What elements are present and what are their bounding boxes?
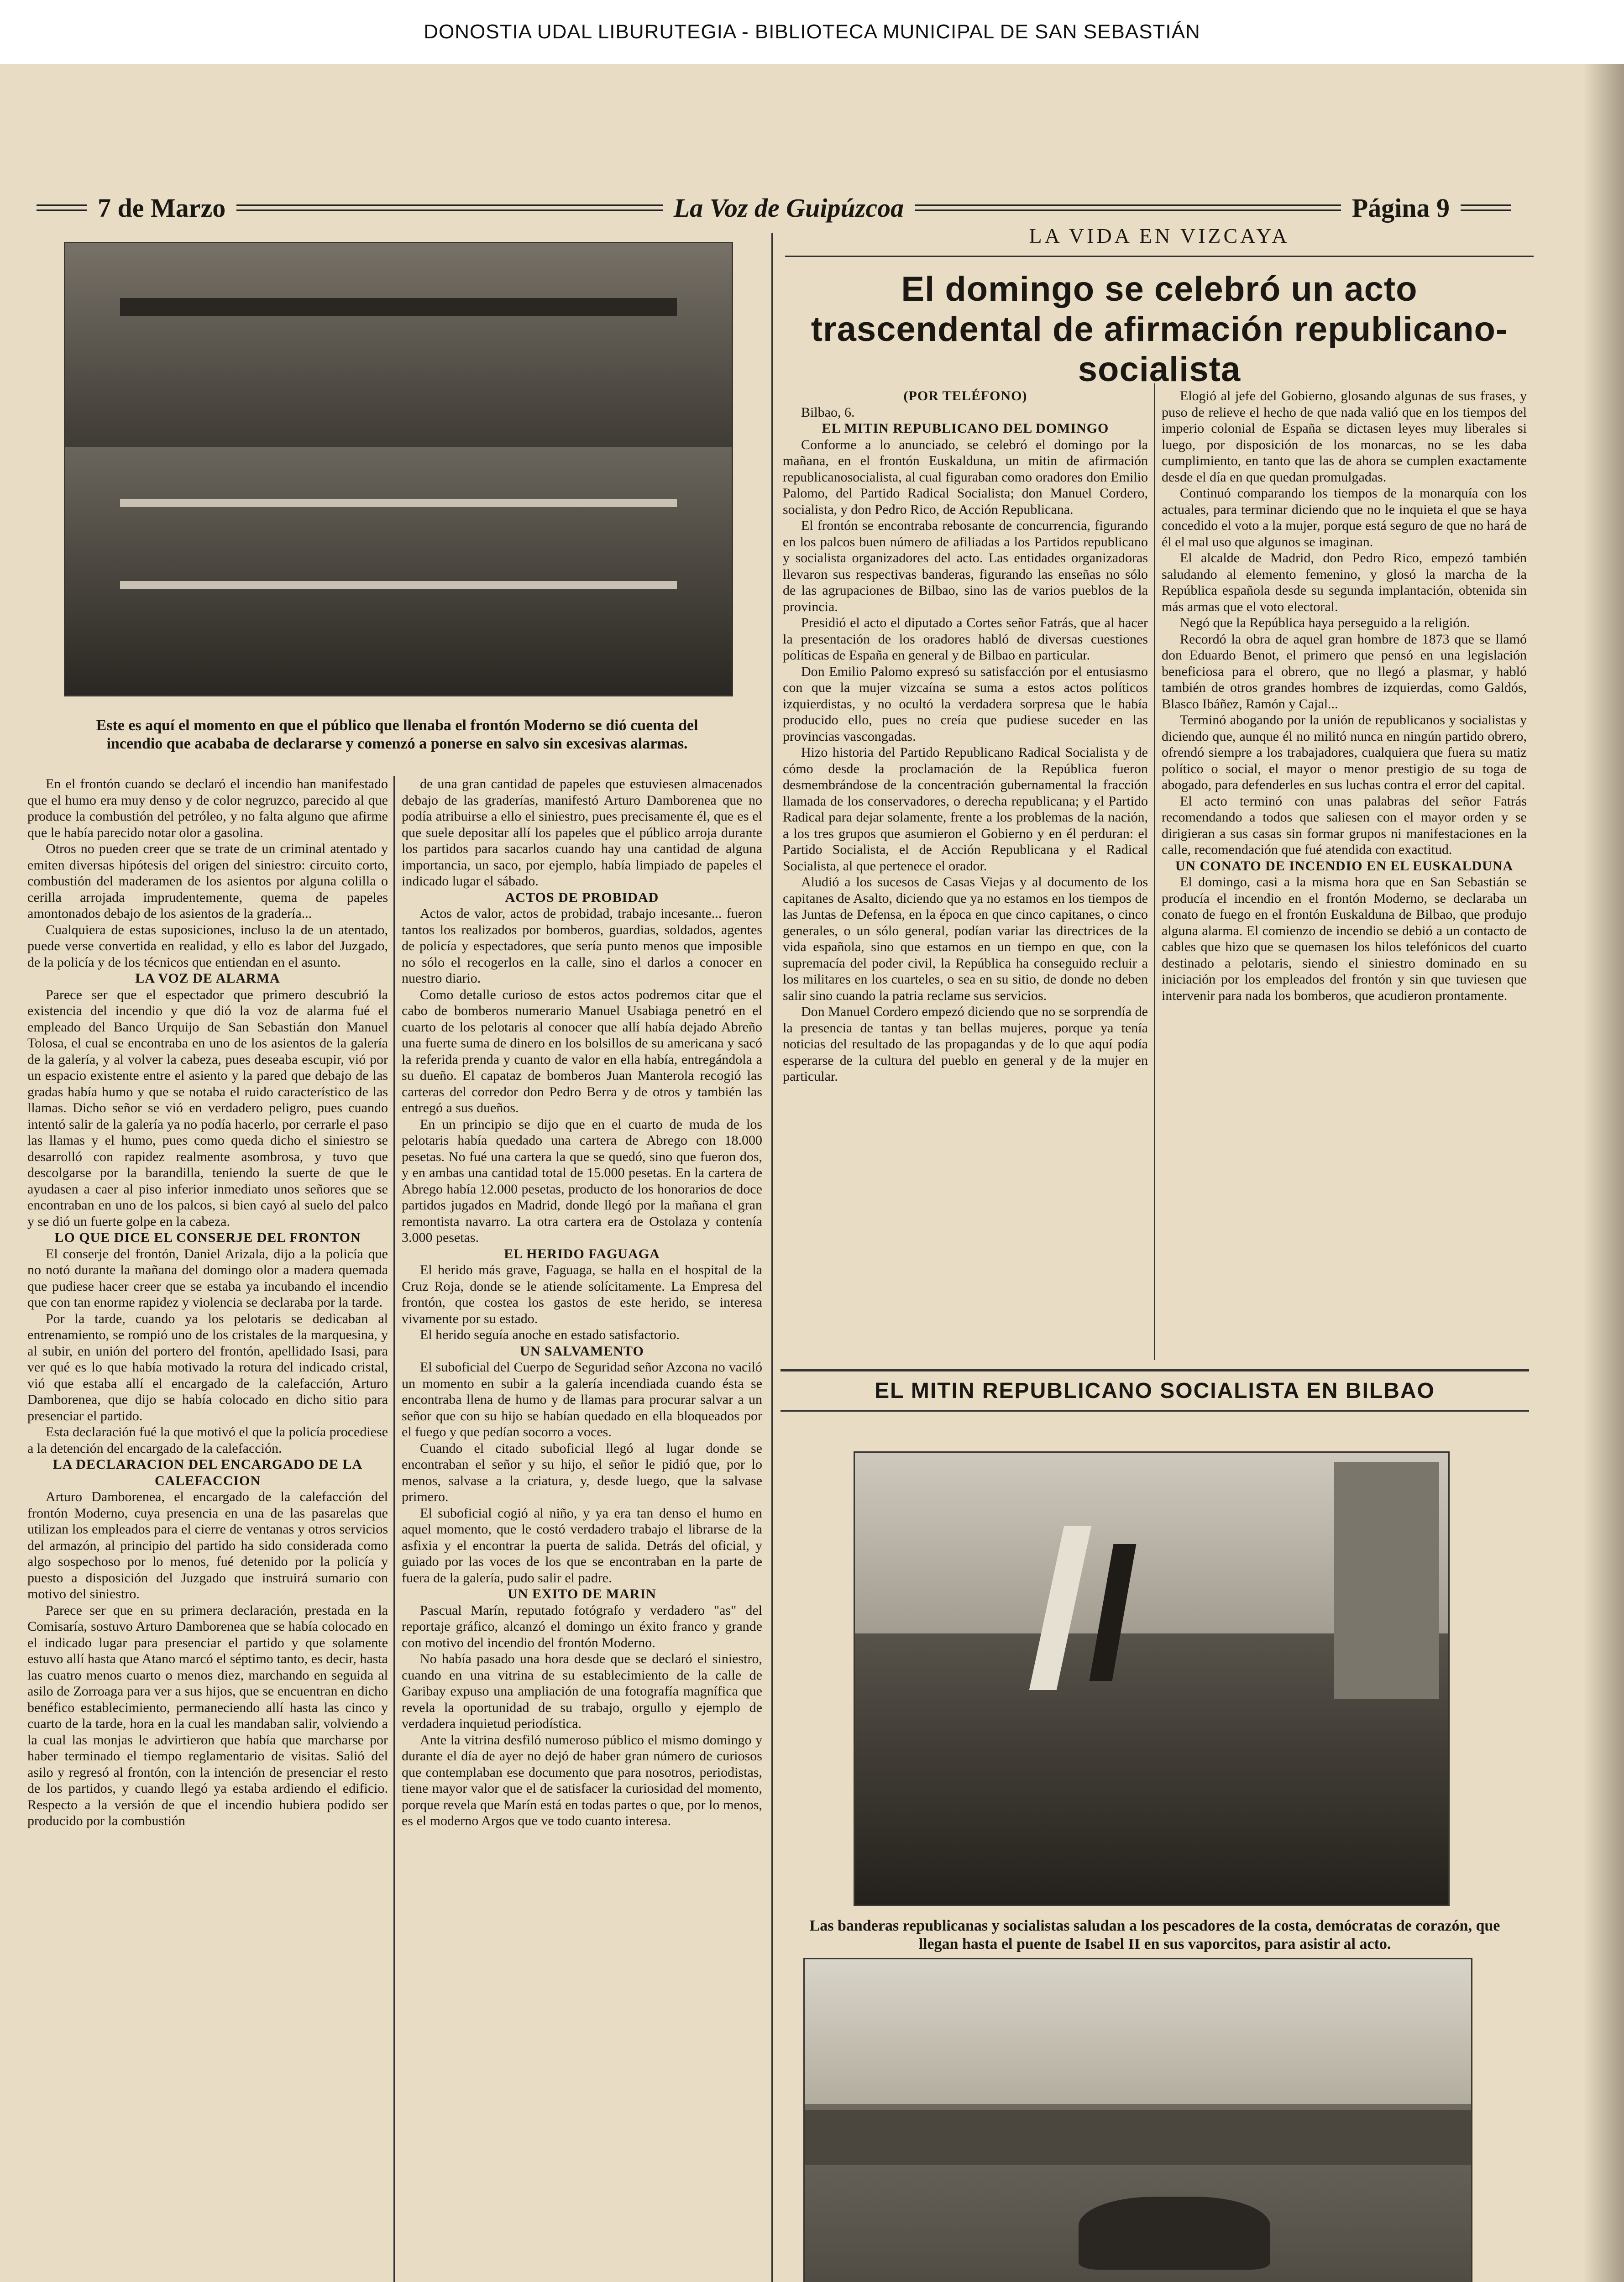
article-paragraph: Elogió al jefe del Gobierno, glosando algunas de sus frases, y puso de relieve el hecho de que nada valió que en los tiempos del imperio colonial de España se dictasen leyes muy liberales si luego, por disposición de los monarcas, no se les daba cumplimiento, en tanto que las de ahora se cumplen exactamente desde el día en que quedan promulgadas. [1162,388,1527,485]
article-paragraph: El acto terminó con unas palabras del señor Fatrás recomendando a todos que saliesen con el mayor orden y se dirigieran a sus casas sin formar grupos ni manifestaciones en la calle, recomendación que fué atendida con exactitud. [1162,793,1527,857]
photo-section-rule-bottom [781,1410,1529,1412]
article-paragraph: Conforme a lo anunciado, se celebró el domingo por la mañana, en el frontón Euskalduna, un mitin de afirmación republicanosocialista, al cual figuraban como oradores don Emilio Palomo, del Partido Radical Socialista; don Manuel Cordero, socialista, y don Pedro Rico, de Acción Republicana. [783,437,1148,517]
main-headline: El domingo se celebró un acto trascendental de afirmación republicano-socialista [811,270,1508,389]
header-page-number: Página 9 [1352,193,1450,223]
article-subheading: UN EXITO DE MARIN [508,1586,656,1602]
article-paragraph: Terminó abogando por la unión de republicanos y socialistas y diciendo que, aunque él no militó nunca en ningún partido obrero, ofrendó siempre a los trabajadores, cualquiera que fuera su matiz político o social, el mayor o menor prestigio de su toga de abogado, para defenderles en sus luchas contra el error del capital. [1162,712,1527,792]
article-paragraph: Cualquiera de estas suposiciones, incluso la de un atentado, puede verse convertida en realidad, y ello es labor del Juzgado, de la policía y de los técnicos que entiendan en el asunto. [27,922,388,970]
article-subheading: LA VOZ DE ALARMA [135,971,280,986]
article-paragraph: Por la tarde, cuando ya los pelotaris se dedicaban al entrenamiento, se rompió uno de los cristales de la marquesina, y al subir, en unión del portero del frontón, apellidado Isasi, para ver qué es lo que había motivado la rotura del indicado cristal, vió que estaba allí el encargado de la calefacción, Arturo Damborenea, que dijo se había colocado en dicho sitio para presenciar el partido. [27,1311,388,1424]
article-subheading: UN CONATO DE INCENDIO EN EL EUSKALDUNA [1175,858,1514,874]
article-paragraph: Aludió a los sucesos de Casas Viejas y al documento de los capitanes de Asalto, diciendo que ya no estamos en los tiempos de las Juntas de Defensa, en la época en que cinco capitanes, o cinco generales, o un sólo general, podían variar las directrices de la vida española, sino que estamos en un tiempo en que, con la supremacía del poder civil, la República ha conseguido recluir a los militares en los cuarteles, o sea en su sitio, de donde no deben salir sino cuando la patria reclame sus servicios. [783,874,1148,1003]
article-subheading: LO QUE DICE EL CONSERJE DEL FRONTON [54,1230,361,1245]
article-column-3 [783,388,1148,1365]
photo-flags-bridge [854,1451,1450,1906]
article-paragraph: Pascual Marín, reputado fotógrafo y verdadero "as" del reportaje gráfico, alcanzó el domingo un éxito franco y grande con motivo del incendio del frontón Moderno. [402,1602,762,1650]
article-paragraph: El frontón se encontraba rebosante de concurrencia, figurando en los palcos buen número de afiliadas a los Partidos republicano y socialista organizadores del acto. Las entidades organizadoras llevaron sus respectivas banderas, figurando las enseñas no sólo de las agrupaciones de Bilbao, sino las de varios pueblos de la provincia. [783,518,1148,614]
article-paragraph: Bilbao, 6. [801,404,855,420]
article-paragraph: Parece ser que el espectador que primero descubrió la existencia del incendio y que dió la voz de alarma fué el empleado del Banco Urquijo de San Sebastián don Manuel Tolosa, el cual se encontraba en uno de los asientos de la galería de la galería, y al volver la cabeza, pues deseaba escupir, vió por un espacio existente entre el asiento y la pared que debajo de las gradas había humo y que se notaba el ruido característico de las llamas. Dicho señor se vió en verdadero peligro, pues cuando intentó salir de la galería ya no podía hacerlo, por cerrarle el paso las llamas y el humo, pues como queda dicho el siniestro se desarrolló con rapidez realmente asombrosa, y tuvo que descolgarse por la barandilla, teniendo la suerte de que le ayudasen a caer al piso inferior inmediato unos señores que se encontraban en uno de los palcos, si bien cayó al suelo del palco y se dió un fuerte golpe en la cabeza. [27,987,388,1229]
article-paragraph: Don Manuel Cordero empezó diciendo que no se sorprendía de la presencia de tantas y tan bellas mujeres, porque ya tenía noticias del resultado de las propagandas y de lo que aquí podía esperarse de la cultura del pueblo en general y de la mujer en particular. [783,1004,1148,1084]
header-date: 7 de Marzo [98,193,226,223]
article-paragraph: Don Emilio Palomo expresó su satisfacción por el entusiasmo con que la mujer vizcaína se suma a estos actos políticos izquierdistas, y no ocultó la verdadera sorpresa que le había producido ello, pues no creía que pudiese suceder en las provincias vascongadas. [783,664,1148,744]
article-subheading: EL MITIN REPUBLICANO DEL DOMINGO [822,421,1109,436]
article-subheading: (POR TELÉFONO) [903,388,1027,403]
article-paragraph: Actos de valor, actos de probidad, trabajo incesante... fueron tantos los realizados por bomberos, guardias, soldados, agentes de policía y espectadores, que sería punto menos que imposible no sólo el recogerlos en la calle, sino el darlos a conocer en nuestro diario. [402,906,762,986]
column-rule [393,776,395,2282]
article-paragraph: Continuó comparando los tiempos de la monarquía con los actuales, para terminar diciendo que no le inquieta el que se haya concedido el voto a la mujer, porque está seguro de que no hará de él el mal uso que algunos se imaginan. [1162,486,1527,550]
article-paragraph: Otros no pueden creer que se trate de un criminal atentado y emiten diversas hipótesis del origen del siniestro: circuito corto, combustión del maderamen de los asientos por alguna colilla o cerilla arrojada imprudentemente, quema de papeles amontonados debajo de los asientos de la gradería... [27,841,388,921]
article-paragraph: Parece ser que en su primera declaración, prestada en la Comisaría, sostuvo Arturo Damborenea que se había colocado en el indicado lugar para presenciar el partido y que solamente estuvo allí hasta que Atano marcó el séptimo tanto, es decir, hasta las cuatro menos cuarto o menos diez, marchando en seguida al asilo de Zorroaga para ver a sus hijos, que se encuentran en dicho benéfico establecimiento, permaneciendo allí hasta las cinco y cuarto de la tarde, hora en la cual les mandaban salir, volviendo a la cual las monjas le advirtieron que había que marcharse por haber terminado el tiempo reglamentario de visitas. Salió del asilo y regresó al frontón, con la intención de presenciar el resto de los partidos, y cuando llegó ya estaba ardiendo el edificio. Respecto a la versión de que el incendio hubiera podido ser producido por la combustión [27,1602,388,1828]
section-title: LA VIDA EN VIZCAYA [1029,224,1290,247]
photo-fronton-caption: Este es aquí el momento en que el público que llenaba el frontón Moderno se dió cuenta del incendio que acababa de declararse y comenzó a ponerse en salvo sin excesivas alarmas. [96,717,698,752]
page-center-rule [771,233,773,2282]
article-paragraph: Presidió el acto el diputado a Cortes señor Fatrás, que al hacer la presentación de los oradores habló de diversas cuestiones políticas de España en general y de Bilbao en particular. [783,615,1148,663]
article-paragraph: El alcalde de Madrid, don Pedro Rico, empezó también saludando al elemento femenino, y glosó la marcha de la República española desde su segunda implantación, obtenida sin más armas que el voto electoral. [1162,550,1527,614]
article-subheading: ACTOS DE PROBIDAD [505,890,659,905]
article-column-1 [27,776,388,2282]
photo-fishing-boats [803,1958,1472,2282]
article-subheading: LA DECLARACION DEL ENCARGADO DE LA CALEFACCION [52,1457,363,1488]
article-paragraph: El herido más grave, Faguaga, se halla en el hospital de la Cruz Roja, donde se le atiende solícitamente. La Empresa del frontón, que costea los gastos de este herido, se interesa vivamente por su estado. [402,1262,762,1326]
photo-flags-caption: Las banderas republicanas y socialistas saludan a los pescadores de la costa, demócratas de corazón, que llegan hasta el puente de Isabel II en sus vaporcitos, para asistir al acto. [809,1917,1500,1952]
article-paragraph: En un principio se dijo que en el cuarto de muda de los pelotaris había quedado una cartera de Abrego con 18.000 pesetas. No fué una cartera la que se quedó, sino que fueron dos, y en ambas una cantidad total de 15.000 pesetas. En la cartera de Abrego había 12.000 pesetas, producto de los honorarios de doce partidos jugados en Madrid, donde llegó por la mañana el gran remontista navarro. La otra cartera era de Ostolaza y contenía 3.000 pesetas. [402,1116,762,1245]
article-paragraph: El suboficial cogió al niño, y ya era tan denso el humo en aquel momento, que le costó verdadero trabajo el librarse de la asfixia y el encontrar la puerta de salida. Detrás del oficial, y guiado por las voces de los que se encontraban en la parte de fuera de la galería, pudo salir el padre. [402,1505,762,1586]
header-paper-name: La Voz de Guipúzcoa [673,193,904,223]
article-paragraph: Negó que la República haya perseguido a la religión. [1180,615,1470,630]
photo-section-title: EL MITIN REPUBLICANO SOCIALISTA EN BILBAO [875,1379,1435,1403]
article-paragraph: El herido seguía anoche en estado satisfactorio. [420,1327,680,1342]
newspaper-page [0,64,1624,2282]
photo-fronton-moderno [64,242,733,696]
article-paragraph: En el frontón cuando se declaró el incendio han manifestado que el humo era muy denso y de color negruzco, parecido al que produce la combustión del petróleo, y no falta alguno que afirme que le había parecido notar olor a gasolina. [27,776,388,840]
article-paragraph: Arturo Damborenea, el encargado de la calefacción del frontón Moderno, cuya presencia en una de las pasarelas que utilizan los empleados para el cierre de ventanas y otros servicios del armazón, al principio del partido ha sido considerada como algo sospechoso por lo menos, fué detenido por la policía y puesto a disposición del Juzgado que instruirá sumario con motivo del siniestro. [27,1489,388,1602]
article-paragraph: El conserje del frontón, Daniel Arizala, dijo a la policía que no notó durante la mañana del domingo olor a madera quemada que pudiese hacer creer que se estaba ya incubando el incendio que con tan enorme rapidez y violencia se declaraba por la tarde. [27,1246,388,1310]
article-column-4 [1162,388,1527,1365]
article-paragraph: No había pasado una hora desde que se declaró el siniestro, cuando en una vitrina de su establecimiento de la calle de Garibay expuso una ampliación de una fotografía magnífica que revela la oportunidad de su trabajo, orgullo y ejemplo de verdadera inquietud periodística. [402,1651,762,1731]
page-header [37,192,1511,224]
article-column-2 [402,776,762,2282]
section-rule [785,256,1534,257]
article-subheading: UN SALVAMENTO [520,1343,644,1359]
article-paragraph: de una gran cantidad de papeles que estuviesen almacenados debajo de las graderías, manifestó Arturo Damborenea que no podía atribuirse a ello el siniestro, pues precisamente él, que es el que suele depositar allí los papeles que el público arroja durante los partidos para sacarlos cuando hay una cantidad de alguna importancia, un saco, por ejemplo, había limpiado de papeles el indicado lugar el sábado. [402,776,762,889]
article-paragraph: El suboficial del Cuerpo de Seguridad señor Azcona no vaciló un momento en subir a la galería incendiada cuando ésta se encontraba llena de humo y de llamas para procurar salvar a un señor que con su hijo se habían quedado en ella bloqueados por el fuego y que pedían socorro a voces. [402,1360,762,1439]
article-paragraph: El domingo, casi a la misma hora que en San Sebastián se producía el incendio en el frontón Moderno, se declaraba un conato de fuego en el frontón Euskalduna de Bilbao, que produjo alguna alarma. El comienzo de incendio se debió a un contacto de cables que hizo que se quemasen los hilos telefónicos del cuarto destinado a pelotaris, siendo el siniestro dominado en su iniciación por los empleados del frontón y sin que tuviesen que intervenir para nada los bomberos, que acudieron prontamente. [1162,874,1527,1003]
article-paragraph: Cuando el citado suboficial llegó al lugar donde se encontraban el señor y su hijo, el señor le pidió que, por lo menos, salvase a la criatura, y, desde luego, que la salvase primero. [402,1440,762,1504]
column-rule [1154,383,1155,1360]
article-paragraph: Ante la vitrina desfiló numeroso público el mismo domingo y durante el día de ayer no dejó de haber gran número de curiosos que contemplaban ese documento que para nosotros, periodistas, tiene mayor valor que el de satisfacer la curiosidad del momento, porque revela que Marín está en todas partes o que, por lo menos, es el moderno Argos que ve todo cuanto interesa. [402,1732,762,1828]
article-paragraph: Hizo historia del Partido Republicano Radical Socialista y de cómo desde la proclamación de la República fueron desmembrándose de la concentración gubernamental la fracción llamada de los conservadores, o derecha republicana; y el Partido Radical para dejar solamente, frente a los problemas de la nación, a los tres grupos que asumieron el Gobierno y en él perduran: el Partido Socialista, el de Acción Republicana y el Radical Socialista, al que pertenece el orador. [783,745,1148,874]
article-paragraph: Recordó la obra de aquel gran hombre de 1873 que se llamó don Eduardo Benot, el primero que pensó en una legislación beneficiosa para el obrero, que no llegó a plasmar, y habló también de otros grandes hombres de izquierdas, como Galdós, Blasco Ibáñez, Ramón y Cajal... [1162,631,1527,712]
article-subheading: EL HERIDO FAGUAGA [504,1246,660,1261]
archive-banner: DONOSTIA UDAL LIBURUTEGIA - BIBLIOTECA MUNICIPAL DE SAN SEBASTIÁN [0,0,1624,64]
article-paragraph: Como detalle curioso de estos actos podremos citar que el cabo de bomberos numerario Manuel Usabiaga penetró en el cuarto de los pelotaris al conocer que allí había dejado Abreño una fuerte suma de dinero en los bolsillos de su americana y sacó la referida prenda y cuanto de valor en ella había, entregándola a su dueño. El capataz de bomberos Juan Manterola recogió las carteras del corredor don Pedro Berra y de otros y también las entregó a sus dueños. [402,987,762,1115]
article-paragraph: Esta declaración fué la que motivó el que la policía procediese a la detención del encargado de la calefacción. [27,1424,388,1456]
photo-section-rule-top [781,1369,1529,1371]
